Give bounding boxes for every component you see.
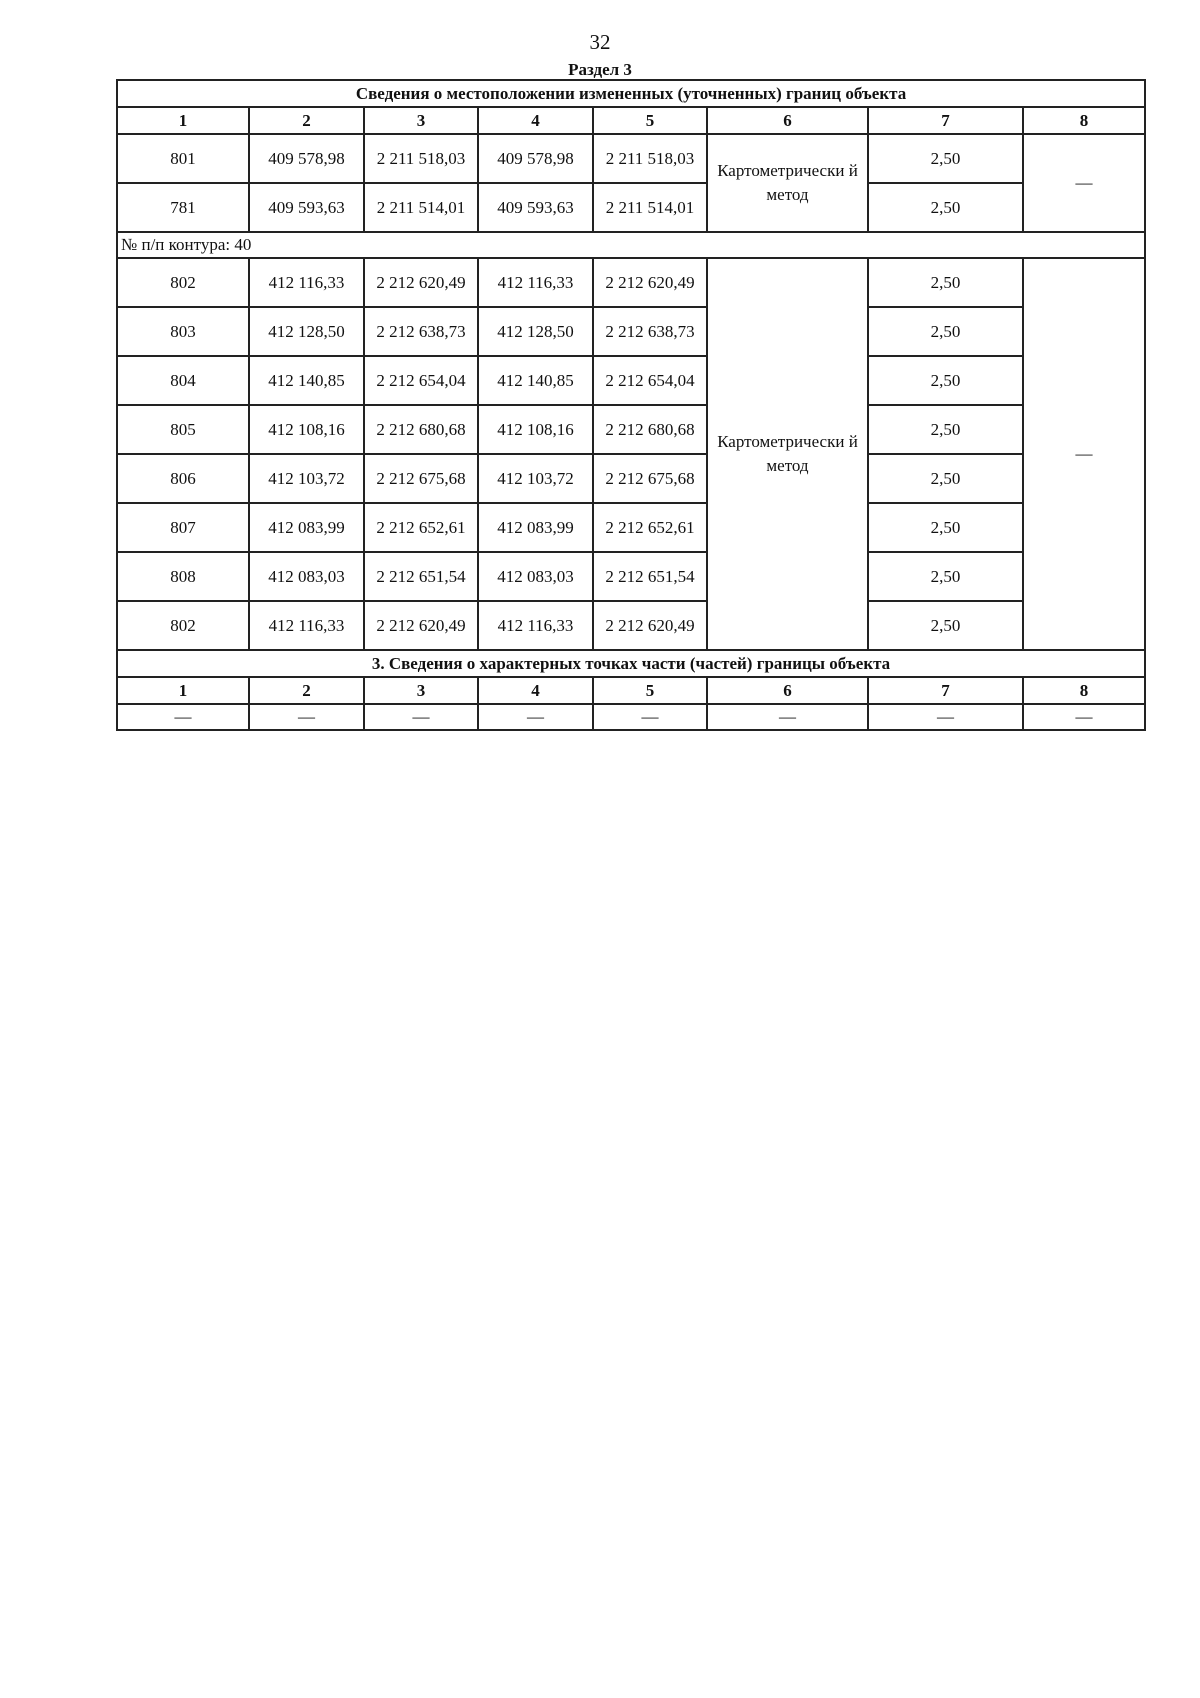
cell-y-new: 2 212 652,61: [593, 503, 707, 552]
cell-accuracy: 2,50: [868, 454, 1023, 503]
cell-x: 412 083,99: [249, 503, 364, 552]
table-row: [117, 454, 1145, 503]
column-number: 4: [478, 107, 593, 134]
cell-x: 412 116,33: [249, 258, 364, 307]
cell-x-new: 409 593,63: [478, 183, 593, 232]
cell-x: 412 116,33: [249, 601, 364, 650]
column-number: 2: [249, 677, 364, 704]
cell-y: 2 212 654,04: [364, 356, 478, 405]
cell-accuracy: 2,50: [868, 258, 1023, 307]
column-number: 3: [364, 107, 478, 134]
cell-y-new: 2 212 654,04: [593, 356, 707, 405]
method-cell: Картометрически й метод: [707, 258, 868, 650]
column-number: 4: [478, 677, 593, 704]
column-number: 5: [593, 677, 707, 704]
cell-accuracy: 2,50: [868, 356, 1023, 405]
cell-x-new: 412 103,72: [478, 454, 593, 503]
column-number: 2: [249, 107, 364, 134]
dash-cell: —: [593, 704, 707, 730]
cell-y: 2 212 651,54: [364, 552, 478, 601]
cell-x: 412 103,72: [249, 454, 364, 503]
cell-y: 2 212 620,49: [364, 258, 478, 307]
column-number: 1: [117, 677, 249, 704]
cell-y: 2 212 680,68: [364, 405, 478, 454]
point-number: 802: [117, 258, 249, 307]
dash-cell: —: [1023, 704, 1145, 730]
point-number: 805: [117, 405, 249, 454]
boundary-table: [116, 79, 1146, 731]
column-number: 1: [117, 107, 249, 134]
cell-x: 412 140,85: [249, 356, 364, 405]
cell-x-new: 412 140,85: [478, 356, 593, 405]
cell-y: 2 211 518,03: [364, 134, 478, 183]
column-number: 7: [868, 677, 1023, 704]
point-number: 801: [117, 134, 249, 183]
table-row: [117, 307, 1145, 356]
cell-accuracy: 2,50: [868, 183, 1023, 232]
column-number: 8: [1023, 677, 1145, 704]
point-number: 803: [117, 307, 249, 356]
point-number: 802: [117, 601, 249, 650]
dash-cell: —: [364, 704, 478, 730]
cell-accuracy: 2,50: [868, 134, 1023, 183]
cell-x: 412 108,16: [249, 405, 364, 454]
cell-y: 2 211 514,01: [364, 183, 478, 232]
column-number: 6: [707, 677, 868, 704]
table-title: Сведения о местоположении измененных (уточненных) границ объекта: [117, 80, 1145, 107]
cell-y-new: 2 212 675,68: [593, 454, 707, 503]
cell-x-new: 412 108,16: [478, 405, 593, 454]
cell-y: 2 212 638,73: [364, 307, 478, 356]
point-number: 804: [117, 356, 249, 405]
table-row: [117, 183, 1145, 232]
cell-accuracy: 2,50: [868, 307, 1023, 356]
cell-x: 409 578,98: [249, 134, 364, 183]
cell-accuracy: 2,50: [868, 503, 1023, 552]
page-number: 32: [589, 30, 611, 54]
table-row: [117, 258, 1145, 307]
cell-y: 2 212 675,68: [364, 454, 478, 503]
cell-x-new: 409 578,98: [478, 134, 593, 183]
cell-y-new: 2 212 651,54: [593, 552, 707, 601]
cell-y-new: 2 212 620,49: [593, 601, 707, 650]
point-number: 807: [117, 503, 249, 552]
parts-title: 3. Сведения о характерных точках части (частей) границы объекта: [117, 650, 1145, 677]
point-number: 806: [117, 454, 249, 503]
cell-accuracy: 2,50: [868, 405, 1023, 454]
cell-y-new: 2 212 620,49: [593, 258, 707, 307]
dash-cell: —: [868, 704, 1023, 730]
cell-x: 412 128,50: [249, 307, 364, 356]
column-number: 3: [364, 677, 478, 704]
table-row: [117, 601, 1145, 650]
table-row: [117, 552, 1145, 601]
column-number-row: [117, 677, 1145, 704]
cell-y-new: 2 211 518,03: [593, 134, 707, 183]
cell-x: 409 593,63: [249, 183, 364, 232]
table-row: [117, 134, 1145, 183]
column-number: 5: [593, 107, 707, 134]
table-row: [117, 405, 1145, 454]
column-number: 7: [868, 107, 1023, 134]
table-row: [117, 356, 1145, 405]
cell-accuracy: 2,50: [868, 552, 1023, 601]
cell-y: 2 212 652,61: [364, 503, 478, 552]
cell-y-new: 2 212 680,68: [593, 405, 707, 454]
dash-cell: —: [1023, 258, 1145, 650]
cell-y-new: 2 212 638,73: [593, 307, 707, 356]
dash-cell: —: [1023, 134, 1145, 232]
cell-y: 2 212 620,49: [364, 601, 478, 650]
dash-cell: —: [707, 704, 868, 730]
cell-x-new: 412 083,99: [478, 503, 593, 552]
method-cell: Картометрически й метод: [707, 134, 868, 232]
cell-y-new: 2 211 514,01: [593, 183, 707, 232]
section-title: Раздел 3: [568, 60, 632, 79]
dash-cell: —: [249, 704, 364, 730]
cell-accuracy: 2,50: [868, 601, 1023, 650]
column-number: 6: [707, 107, 868, 134]
point-number: 781: [117, 183, 249, 232]
contour-label: № п/п контура: 40: [117, 232, 1145, 258]
cell-x-new: 412 116,33: [478, 601, 593, 650]
table-row: [117, 704, 1145, 730]
dash-cell: —: [478, 704, 593, 730]
point-number: 808: [117, 552, 249, 601]
cell-x-new: 412 116,33: [478, 258, 593, 307]
dash-cell: —: [117, 704, 249, 730]
column-number: 8: [1023, 107, 1145, 134]
cell-x-new: 412 083,03: [478, 552, 593, 601]
cell-x-new: 412 128,50: [478, 307, 593, 356]
column-number-row: [117, 107, 1145, 134]
cell-x: 412 083,03: [249, 552, 364, 601]
table-row: [117, 503, 1145, 552]
